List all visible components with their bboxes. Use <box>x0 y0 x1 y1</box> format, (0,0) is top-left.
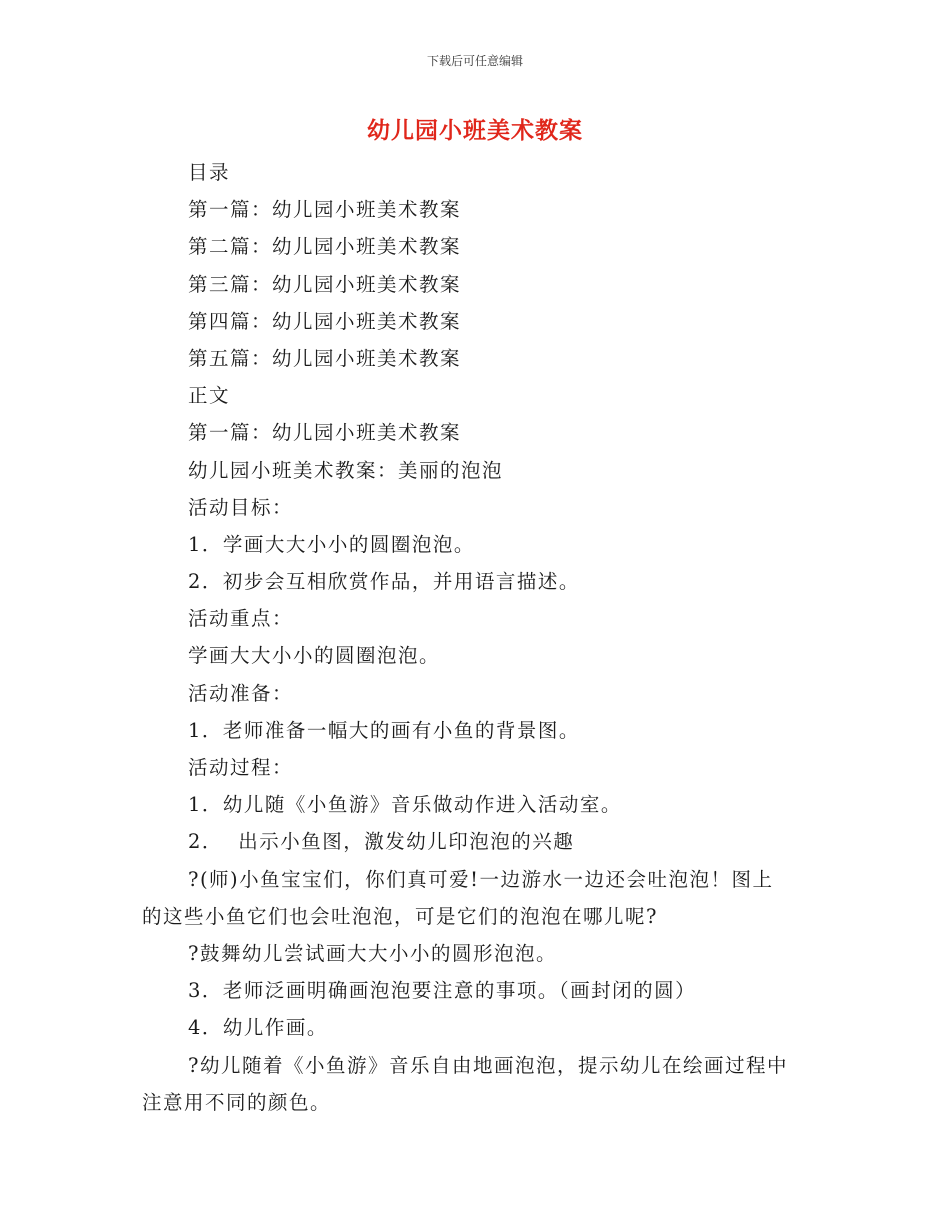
toc-item: 第一篇：幼儿园小班美术教案 <box>188 198 462 222</box>
section-heading: 第一篇：幼儿园小班美术教案 <box>188 421 462 445</box>
header-note: 下载后可任意编辑 <box>426 54 523 68</box>
toc-item: 第三篇：幼儿园小班美术教案 <box>188 272 462 296</box>
document-title: 幼儿园小班美术教案 <box>367 118 583 144</box>
paragraph-line: 学画大大小小的圆圈泡泡。 <box>188 644 441 668</box>
toc-item: 第五篇：幼儿园小班美术教案 <box>188 346 462 370</box>
document-body <box>142 154 817 1121</box>
paragraph-line: ?(师)小鱼宝宝们，你们真可爱!一边游水一边还会吐泡泡！图上 <box>188 867 774 891</box>
paragraph-line: 3．老师泛画明确画泡泡要注意的事项。（画封闭的圆） <box>188 979 697 1003</box>
toc-heading: 目录 <box>188 161 231 184</box>
paragraph-line: 1．学画大大小小的圆圈泡泡。 <box>188 532 475 556</box>
paragraph-line-continuation: 的这些小鱼它们也会吐泡泡，可是它们的泡泡在哪儿呢? <box>142 904 658 928</box>
paragraph-line: 2． 出示小鱼图，激发幼儿印泡泡的兴趣 <box>188 830 575 854</box>
paragraph-line: 1．幼儿随《小鱼游》音乐做动作进入活动室。 <box>188 793 622 817</box>
paragraph-line-continuation: 注意用不同的颜色。 <box>142 1090 332 1114</box>
paragraph-line: 1．老师准备一幅大的画有小鱼的背景图。 <box>188 718 580 742</box>
paragraph-line: 4．幼儿作画。 <box>188 1016 328 1040</box>
toc-item: 第二篇：幼儿园小班美术教案 <box>188 235 462 259</box>
paragraph-line: ?幼儿随着《小鱼游》音乐自由地画泡泡，提示幼儿在绘画过程中 <box>188 1053 788 1077</box>
paragraph-line: 活动过程： <box>188 756 294 779</box>
paragraph-line: 活动准备： <box>188 681 294 705</box>
toc-item: 第四篇：幼儿园小班美术教案 <box>188 309 462 333</box>
paragraph-line: 活动目标： <box>188 495 294 519</box>
paragraph-line: 活动重点： <box>188 607 294 631</box>
body-heading: 正文 <box>188 384 231 408</box>
lesson-title: 幼儿园小班美术教案：美丽的泡泡 <box>188 458 504 482</box>
paragraph-line: ?鼓舞幼儿尝试画大大小小的圆形泡泡。 <box>188 941 557 965</box>
paragraph-line: 2．初步会互相欣赏作品，并用语言描述。 <box>188 570 580 594</box>
